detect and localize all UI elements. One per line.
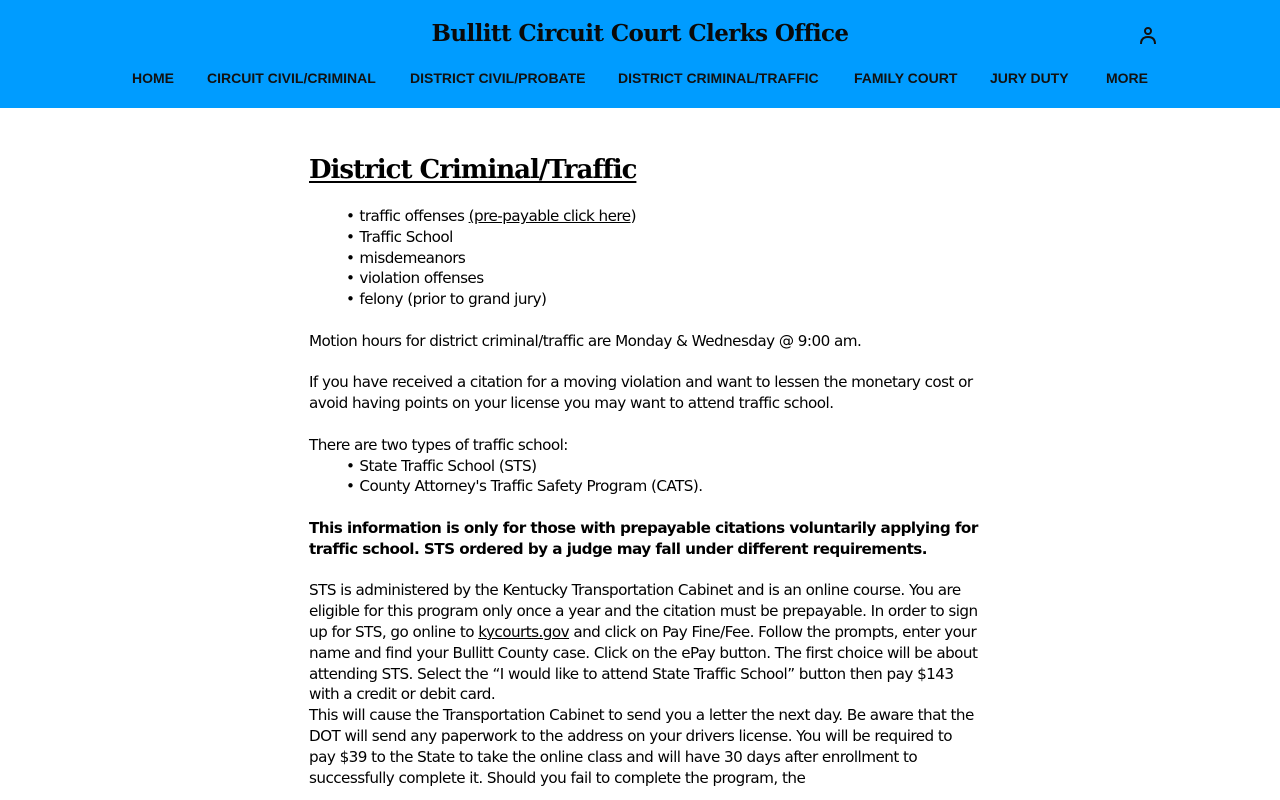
site-title[interactable]: Bullitt Circuit Court Clerks Office (431, 20, 849, 47)
page-title: District Criminal/Traffic (309, 155, 637, 185)
list-item: • Traffic School (346, 227, 979, 248)
list-item: • County Attorney's Traffic Safety Program (CATS). (346, 476, 979, 497)
paren-open: ( (468, 207, 475, 225)
list-item: • State Traffic School (STS) (346, 456, 979, 477)
citation-intro-text: If you have received a citation for a moving violation and want to lessen the monetary cost or avoid having points on your license you may want to attend traffic school. (309, 373, 973, 413)
sts-text-after: and click on Pay Fine/Fee. Follow the prompts, enter your name and find your Bullitt County case. Click on the ePay button. The first choice will be about attending STS. Select the “I would like to attend State Traffic School” button then pay $143 with a credit or debit card. (309, 622, 978, 704)
list-item-text: traffic offenses (359, 207, 469, 225)
prepayable-link[interactable]: pre-payable click here (474, 207, 631, 225)
paren-close: ) (630, 207, 636, 225)
nav-district-criminal-traffic[interactable]: DISTRICT CRIMINAL/TRAFFIC (618, 70, 819, 86)
site-header (0, 0, 1280, 108)
nav-circuit-civil-criminal[interactable]: CIRCUIT CIVIL/CRIMINAL (207, 70, 376, 86)
list-item: • violation offenses (346, 268, 979, 289)
nav-jury-duty[interactable]: JURY DUTY (990, 70, 1069, 86)
types-intro-text: There are two types of traffic school: (309, 435, 568, 454)
sts-paragraph (309, 580, 979, 705)
nav-home[interactable]: HOME (132, 70, 174, 86)
nav-district-civil-probate[interactable]: DISTRICT CIVIL/PROBATE (410, 70, 586, 86)
nav-more[interactable]: MORE (1106, 70, 1148, 86)
nav-family-court[interactable]: FAMILY COURT (854, 70, 958, 86)
list-item (346, 206, 979, 227)
main-nav (0, 70, 1280, 90)
list-item: • misdemeanors (346, 248, 979, 269)
case-types-list (309, 206, 979, 310)
notice-text: This information is only for those with prepayable citations voluntarily applying for traffic school. STS ordered by a judge may fall under different requirements. (309, 518, 978, 558)
kycourts-link[interactable]: kycourts.gov (478, 622, 570, 641)
motion-hours-text: Motion hours for district criminal/traffic are Monday & Wednesday @ 9:00 am. (309, 331, 862, 350)
school-types-list (309, 456, 979, 498)
list-item: • felony (prior to grand jury) (346, 289, 979, 310)
user-account-icon[interactable] (1137, 25, 1159, 47)
main-content (309, 150, 979, 788)
sts-paragraph-2: This will cause the Transportation Cabinet to send you a letter the next day. Be aware that the DOT will send any paperwork to the address on your drivers license. You will be required to pay $39 to the State to take the online class and will have 30 days after enrollment to successfully complete it. Should you fail to complete the program, the (309, 706, 974, 787)
sts-text-before: STS is administered by the Kentucky Transportation Cabinet and is an online course. You are eligible for this program only once a year and the citation must be prepayable. In order to sign up for STS, go online to (309, 581, 978, 641)
